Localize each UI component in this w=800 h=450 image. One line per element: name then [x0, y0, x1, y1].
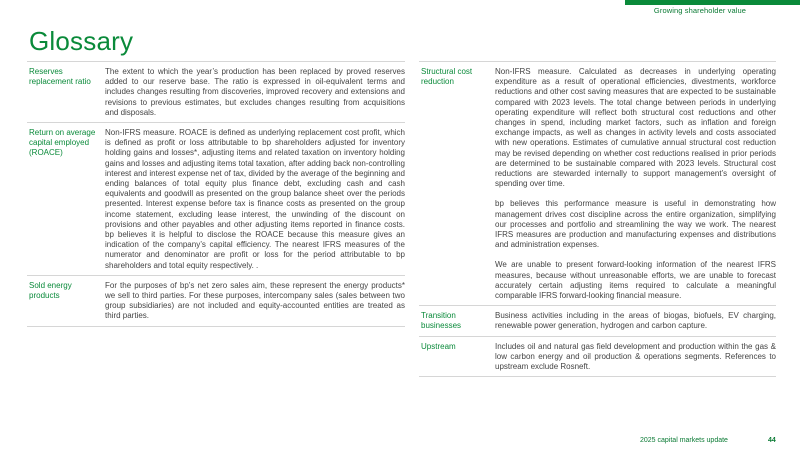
- definition-paragraph: Non-IFRS measure. Calculated as decreases in underlying operating expenditure as a result of operational efficiencies, divestments, workforce reductions and other cost saving measures that are expected to be sustainable compared with 2023 levels. The total change between periods in underlying operating expenditure will reflect both structural cost reductions and other changes in spend, including market factors, such as inflation and foreign exchange impacts, as well as changes in activity levels and costs associated with new operations. Estimates of cumulative annual structural cost reduction may be revised depending on whether cost reductions realised in prior periods are determined to be sustainable compared with 2023 levels. Structural cost reductions are stewarded internally to support management’s oversight of spending over time.: [495, 67, 776, 189]
- glossary-definition: [105, 281, 405, 322]
- definition-paragraph: The extent to which the year’s production has been replaced by proved reserves added to our reserve base. The ratio is expressed in oil-equivalent terms and includes changes resulting from discoveries, improved recovery and extensions and revisions to previous estimates, but excludes changes resulting from acquisitions and disposals.: [105, 67, 405, 117]
- glossary-definition: [495, 342, 776, 373]
- glossary-entry-sold-energy-products: [27, 275, 405, 327]
- glossary-column-left: [27, 61, 405, 327]
- top-accent-bar: [625, 0, 800, 5]
- definition-paragraph: We are unable to present forward-looking information of the nearest IFRS measures, because without unreasonable efforts, we are unable to forecast accurately certain adjusting items required to calculate a meaningful comparable IFRS forward-looking financial measure.: [495, 260, 776, 301]
- glossary-term: Upstream: [421, 341, 456, 351]
- glossary-entry-upstream: [419, 336, 776, 378]
- page-number: 44: [768, 437, 776, 444]
- glossary-term: Return on average capital employed (ROACE): [29, 128, 96, 158]
- glossary-term: Sold energy products: [29, 280, 72, 301]
- page-title: Glossary: [29, 26, 134, 56]
- glossary-term: Structural cost reduction: [421, 67, 473, 87]
- glossary-definition: [495, 311, 776, 331]
- definition-paragraph: Business activities including in the areas of biogas, biofuels, EV charging, renewable power generation, hydrogen and carbon capture.: [495, 311, 776, 331]
- glossary-definition: [105, 128, 405, 271]
- glossary-definition: [105, 67, 405, 118]
- glossary-entry-roace: [27, 122, 405, 275]
- glossary-term: Reserves replacement ratio: [29, 67, 91, 87]
- glossary-term: Transition businesses: [421, 311, 462, 331]
- definition-paragraph: Includes oil and natural gas field development and production within the gas & low carbon energy and oil production & operations segments. References to upstream exclude Rosneft.: [495, 341, 776, 372]
- glossary-entry-transition-businesses: [419, 305, 776, 335]
- section-label: Growing shareholder value: [653, 6, 747, 15]
- definition-paragraph: Non-IFRS measure. ROACE is defined as underlying replacement cost profit, which is defined as profit or loss attributable to bp shareholders adjusted for inventory holding gains and losses*, adjusting items and related taxation on inventory holding gains and losses and adjusting items total taxation, after adding back non-controlling interest and interest expense net of tax, divided by the average of the beginning and ending balances of total equity plus finance debt, excluding cash and cash equivalents and goodwill as presented on the group balance sheet over the periods presented. Interest expense before tax is finance costs as presented on the group income statement, excluding lease interest, the unwinding of the discount on provisions and other payables and other adjusting items reported in finance costs. bp believes it is helpful to disclose the ROACE because this measure gives an indication of the company’s capital efficiency. The nearest IFRS measures of the numerator and denominator are profit or loss for the period attributable to bp shareholders and total equity respectively. .: [105, 128, 405, 270]
- glossary-entry-structural-cost-reduction: [419, 61, 776, 305]
- footer-document-title: 2025 capital markets update: [640, 437, 728, 444]
- glossary-definition: [495, 67, 776, 301]
- definition-paragraph: bp believes this performance measure is useful in demonstrating how management drives cost discipline across the entire organization, simplifying our processes and portfolio and streamlining the way we work. The nearest IFRS measures are production and manufacturing expenses and distributions and administration expenses.: [495, 199, 776, 250]
- glossary-entry-reserves-replacement-ratio: [27, 61, 405, 122]
- definition-paragraph: For the purposes of bp’s net zero sales aim, these represent the energy products* we sell to third parties. For these purposes, intercompany sales (sales between two group subsidiaries) are not included and equity-accounted entities are treated as third parties.: [105, 280, 405, 321]
- glossary-column-right: [419, 61, 776, 377]
